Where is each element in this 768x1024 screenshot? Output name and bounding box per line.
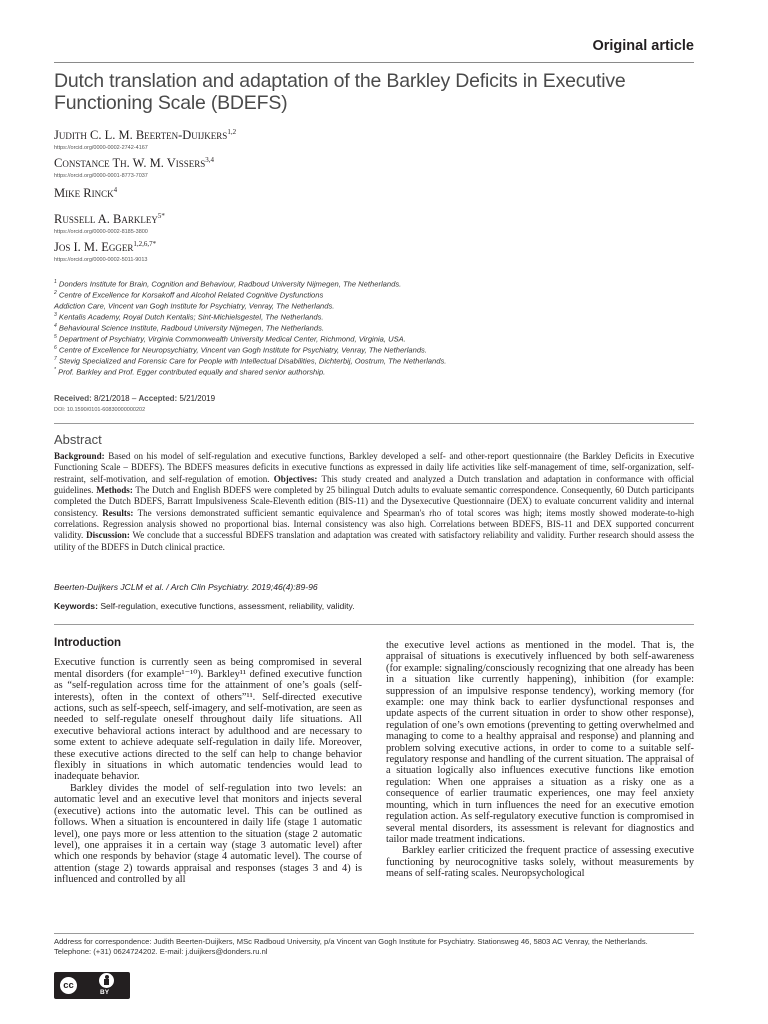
creative-commons-by-icon[interactable] bbox=[54, 972, 130, 999]
body-column-left bbox=[54, 638, 362, 886]
affiliations-list bbox=[54, 278, 714, 376]
footer-divider bbox=[54, 933, 694, 934]
body-divider bbox=[54, 624, 694, 625]
orcid-link-4[interactable]: https://orcid.org/0000-0002-8185-3800 bbox=[54, 229, 148, 235]
affiliation-item: $^6$ Centre of Excellence for Neuropsychiatry, Vincent van Gogh Institute for Psychiatry, Venray, The Netherlands. bbox=[54, 344, 427, 355]
affiliation-item: Addiction Care, Vincent van Gogh Institute for Psychiatry, Venray, The Netherlands. bbox=[54, 301, 335, 311]
article-title: Dutch translation and adaptation of the Barkley Deficits in Executive Functioning Scale (BDEFS) bbox=[54, 70, 626, 114]
header-divider bbox=[54, 62, 694, 63]
introduction-heading: Introduction bbox=[54, 637, 122, 649]
affiliation-item: $^3$ Kentalis Academy, Royal Dutch Kentalis; Sint-Michielsgestel, The Netherlands. bbox=[54, 311, 324, 322]
affiliation-item: $^1$ Donders Institute for Brain, Cognition and Behaviour, Radboud University Nijmegen, The Netherlands. bbox=[54, 279, 402, 289]
orcid-link-1[interactable]: https://orcid.org/0000-0002-2742-4167 bbox=[54, 145, 148, 151]
article-dates: Received: 8/21/2018 – Accepted: 5/21/2019 bbox=[54, 394, 216, 403]
author-2: Constance Th. W. M. Vissers$^{3,4}$ bbox=[54, 156, 215, 170]
orcid-link-2[interactable]: https://orcid.org/0000-0001-8773-7037 bbox=[54, 173, 148, 179]
abstract-divider bbox=[54, 423, 694, 424]
correspondence-address: Address for correspondence: Judith Beerten-Duijkers, MSc Radboud University, p/a Vincent van Gogh Institute for Psychiatry. Stationsweg 46, 5803 AC Venray, the Netherlands. bbox=[54, 937, 648, 946]
cc-icon: cc bbox=[58, 975, 79, 996]
affiliation-item: $^2$ Centre of Excellence for Korsakoff and Alcohol Related Cognitive Dysfunctions bbox=[54, 289, 324, 300]
orcid-link-5[interactable]: https://orcid.org/0000-0002-5011-9013 bbox=[54, 257, 148, 263]
body-paragraph: Barkley divides the model of self-regulation into two levels: an automatic level and an executive level that monitors and injects several (executive) actions into the automatic level. This can be outlined as follows. When a situation is encountered in daily life (stage 1 automatic level), one pays more or less attention to the situation (stage 2 automatic level), one appraises it in a certain way (stage 3 automatic level) after which one responds by behavior (stage 4 automatic level). The course of attention (stage 2) towards appraisal and responses (stages 3 and 4) is influenced and controlled by all bbox=[54, 782, 362, 886]
affiliation-item: $^5$ Department of Psychiatry, Virginia Commonwealth University Medical Center, Richmond, Virginia, USA. bbox=[54, 333, 406, 344]
abstract-heading: Abstract bbox=[54, 432, 102, 447]
body-column-right bbox=[386, 640, 694, 880]
body-paragraph: the executive level actions as mentioned in the model. That is, the appraisal of situations is executively influenced by both self-awareness (for example: signaling/consciously recognizing that one already has been in a situation like currently happening), inhibition (for example: suppression of an impulsive response tendency), working memory (for example: one may think back to earlier dysfunctional responses and update aspects of the current situation in order to show other response), regulation of one’s own emotions (preventing to getting overwhelmed and managing to come to a healthy appraisal and response) and planning and problem solving executive actions, in order to come to a suitable self-regulatory response and handling of the current situation. The appraisal of a situation logically also influences executive functions like emotion regulation: When one appraises a situation as a risky one as a consequence of earlier traumatic experiences, one may feel anxiety mounting, which in turn influences the need for an executive emotion regulation action. As self-regulatory executive function is compromised in several mental disorders, its assessment is relevant for diagnostics and tailor made treatment indications. bbox=[386, 640, 694, 845]
author-4: Russell A. Barkley$^{5*}$ bbox=[54, 212, 165, 226]
affiliation-item: $^4$ Behavioural Science Institute, Radboud University Nijmegen, The Netherlands. bbox=[54, 322, 324, 333]
article-type-label: Original article bbox=[592, 38, 694, 54]
author-1: Judith C. L. M. Beerten-Duijkers$^{1,2}$ bbox=[54, 128, 237, 142]
affiliation-item: $^7$ Stevig Specialized and Forensic Care for People with Intellectual Disabilities, Dichterbij, Oostrum, The Netherlands. bbox=[54, 355, 447, 366]
affiliation-item: * Prof. Barkley and Prof. Egger contributed equally and shared senior authorship. bbox=[54, 366, 326, 377]
body-paragraph: Barkley earlier criticized the frequent practice of assessing executive functioning by neurocognitive tasks solely, without measurements by means of self-rating scales. Neuropsychological bbox=[386, 845, 694, 880]
correspondence-note bbox=[54, 937, 648, 957]
attribution-person-icon bbox=[99, 973, 114, 988]
abstract-text: Background: Based on his model of self-regulation and executive functions, Barkley developed a self- and other-report questionnaire (the Barkley Deficits in Executive Functioning Scale – BDEFS). The BDEFS measures deficits in executive functions as expressed in daily life activities like self-management of time, self-organization, self-restraint, self-motivation, and self-regulation of emotion. Objectives: This study created and analyzed a Dutch translation and adaptation in conformance with official guidelines. Methods: The Dutch and English BDEFS were completed by 25 bilingual Dutch adults to evaluate semantic correspondence. Consequently, 60 Dutch participants completed the Dutch BDEFS, Barratt Impulsiveness Scale-Eleventh edition (BIS-11) and the Dysexecutive Questionnaire (DEX) to evaluate concurrent validity and internal consistency. Results: The versions demonstrated sufficient semantic equivalence and Spearman's rho of total scores was high; items mostly showed moderate-to-high correlations. Regression analysis showed no proportional bias. Internal consistency was also high. Correlations between BDEFS, BIS-11 and DEX supported concurrent validity. Discussion: We conclude that a successful BDEFS translation and adaptation was created with satisfactory reliability and validity. Further research should assess the utility of the BDEFS in Dutch clinical practice. bbox=[54, 451, 695, 552]
correspondence-contact: Telephone: (+31) 0624724202. E-mail: j.duijkers@donders.ru.nl bbox=[54, 947, 268, 956]
keywords-line: Keywords: Self-regulation, executive functions, assessment, reliability, validity. bbox=[54, 601, 355, 611]
body-paragraph: Executive function is currently seen as being compromised in several mental disorders (for example¹⁻¹⁰). Barkley¹¹ defined executive function as “self-regulation across time for the attainment of one’s goals (self-interests), often in the context of others”¹¹. Self-directed executive actions, such as self-speech, self-imagery, and self-motivation, are seen as needed to self-regulate oneself throughout daily life situations. All executive behavioral actions interact by adulthood and are necessary to some extent to achieve adequate self-regulation in daily life. Moreover, these executive actions directed to the self can help to change behavior flexibly in situations in which automatic tendencies would lead to inadequate behavior. bbox=[54, 657, 362, 783]
author-5: Jos I. M. Egger$^{1,2,6,7*}$ bbox=[54, 240, 157, 254]
author-3: Mike Rinck$^4$ bbox=[54, 186, 118, 200]
doi-link[interactable]: DOI: 10.1590/0101-60830000000202 bbox=[54, 407, 146, 413]
citation-line: Beerten-Duijkers JCLM et al. / Arch Clin Psychiatry. 2019;46(4):89-96 bbox=[54, 582, 318, 592]
by-label: BY bbox=[100, 989, 110, 996]
